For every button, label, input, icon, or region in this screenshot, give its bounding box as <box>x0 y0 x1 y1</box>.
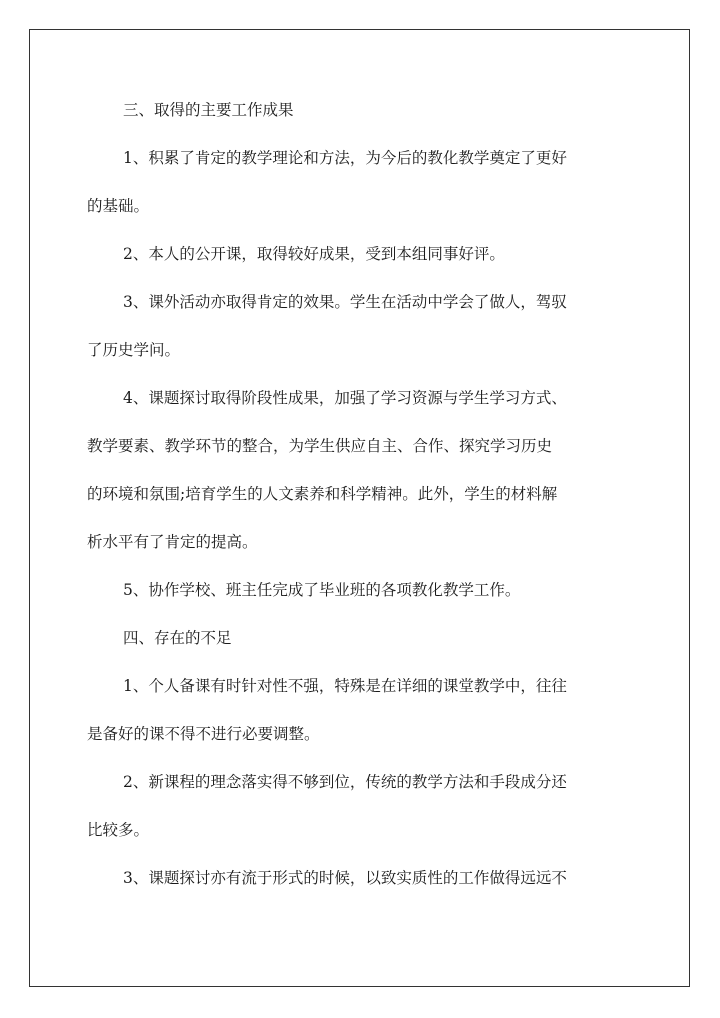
paragraph-line: 3、课外活动亦取得肯定的效果。学生在活动中学会了做人，驾驭 <box>123 293 567 311</box>
paragraph-line: 4、课题探讨取得阶段性成果，加强了学习资源与学生学习方式、 <box>123 389 567 407</box>
section-heading: 四、存在的不足 <box>123 629 232 647</box>
paragraph-line: 1、积累了肯定的教学理论和方法，为今后的教化教学奠定了更好 <box>123 149 567 167</box>
paragraph-line: 比较多。 <box>87 821 150 839</box>
paragraph-line: 2、本人的公开课，取得较好成果，受到本组同事好评。 <box>123 245 505 263</box>
document-body <box>87 96 635 912</box>
paragraph-line: 析水平有了肯定的提高。 <box>87 533 258 551</box>
paragraph-line: 的基础。 <box>87 197 150 215</box>
paragraph-line: 5、协作学校、班主任完成了毕业班的各项教化教学工作。 <box>123 581 521 599</box>
section-heading: 三、取得的主要工作成果 <box>123 101 294 119</box>
paragraph-line: 的环境和氛围;培育学生的人文素养和科学精神。此外，学生的材料解 <box>87 485 558 503</box>
paragraph-line: 1、个人备课有时针对性不强，特殊是在详细的课堂教学中，往往 <box>123 677 567 695</box>
paragraph-line: 了历史学问。 <box>87 341 181 359</box>
paragraph-line: 3、课题探讨亦有流于形式的时候，以致实质性的工作做得远远不 <box>123 869 567 887</box>
paragraph-line: 是备好的课不得不进行必要调整。 <box>87 725 320 743</box>
paragraph-line: 2、新课程的理念落实得不够到位，传统的教学方法和手段成分还 <box>123 773 567 791</box>
paragraph-line: 教学要素、教学环节的整合，为学生供应自主、合作、探究学习历史 <box>87 437 553 455</box>
